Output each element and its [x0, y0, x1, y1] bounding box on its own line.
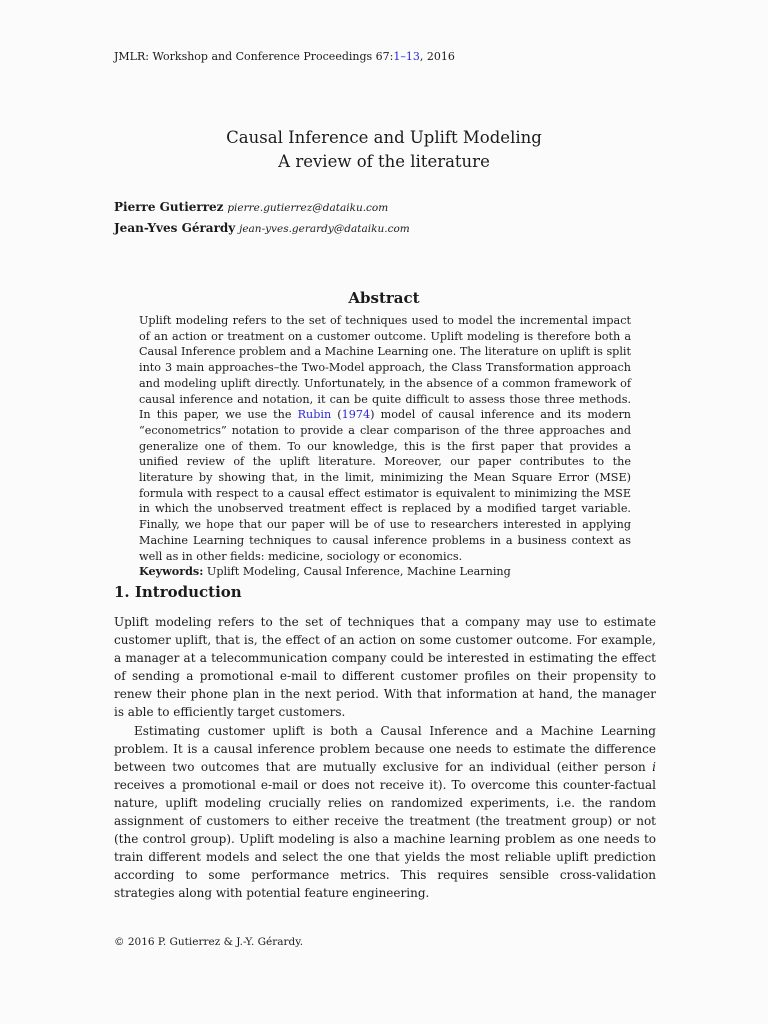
copyright-footer: © 2016 P. Gutierrez & J.-Y. Gérardy. [114, 936, 304, 948]
citation-rubin-link[interactable]: Rubin [297, 408, 332, 422]
journal-header [114, 50, 455, 63]
abstract-body [139, 313, 631, 580]
paper-title: Causal Inference and Uplift Modeling [226, 128, 542, 147]
author-name: Jean-Yves Gérardy [114, 221, 236, 235]
abstract-text-2: model of causal inference and its modern “econometrics” notation to provide a clear comparison of the three approaches and generalize one of them. To our knowledge, this is the first paper that provides a unified review of the uplift literature. Moreover, our paper contributes to the literature by showing that, in the limit, minimizing the Mean Square Error (MSE) formula with respect to a causal effect estimator is equivalent to minimizing the MSE in which the unobserved treatment effect is replaced by a modified target variable. Finally, we hope that our paper will be of use to researchers interested in applying Machine Learning techniques to causal inference problems in a business context as well as in other fields: medicine, sociology or economics. [139, 408, 632, 563]
intro-p2-text-1: Estimating customer uplift is both a Causal Inference and a Machine Learning problem. It is a causal inference problem because one needs to estimate the difference between two outcomes that are mutually exclusive for an individual (either person [114, 723, 656, 774]
journal-header-text: JMLR: Workshop and Conference Proceedings 67: [114, 50, 394, 63]
author-entry [114, 197, 410, 218]
keywords-line [139, 564, 631, 580]
abstract-heading: Abstract [348, 289, 420, 307]
citation-year-link[interactable]: 1974 [341, 408, 371, 422]
introduction-body [114, 613, 656, 903]
keywords-value: Uplift Modeling, Causal Inference, Machine Learning [206, 565, 511, 579]
author-email[interactable]: jean-yves.gerardy@dataiku.com [239, 223, 410, 235]
intro-p2-text-2: receives a promotional e-mail or does not receive it). To overcome this counter-factual nature, uplift modeling crucially relies on randomized experiments, i.e. the random assignment of customers to either receive the treatment (the treatment group) or not (the control group). Uplift modeling is also a machine learning problem as one needs to train different models and select the one that yields the most reliable uplift prediction according to some performance metrics. This requires sensible cross-validation strategies along with potential feature engineering. [114, 777, 656, 901]
keywords-label: Keywords: [139, 564, 204, 579]
author-email[interactable]: pierre.gutierrez@dataiku.com [227, 202, 389, 214]
page-range-link[interactable]: 1–13 [393, 50, 420, 63]
abstract-paragraph: Uplift modeling refers to the set of techniques used to model the incremental impact of an action or treatment on a customer outcome. Uplift modeling is therefore both a Causal Inference problem and a Machine Learning one. The literature on uplift is split into 3 main approaches–the Two-Model approach, the Class Transformation approach and modeling uplift directly. Unfortunately, in the absence of a common framework of causal inference and notation, it can be quite difficult to assess those three methods. In this paper, we use the Rubin (1974) model of causal inference and its modern “econometrics” notation to provide a clear comparison of the three approaches and generalize one of them. To our knowledge, this is the first paper that provides a unified review of the uplift literature. Moreover, our paper contributes to the literature by showing that, in the limit, minimizing the Mean Square Error (MSE) formula with respect to a causal effect estimator is equivalent to minimizing the MSE in which the unobserved treatment effect is replaced by a modified target variable. Finally, we hope that our paper will be of use to researchers interested in applying Machine Learning techniques to causal inference problems in a business context as well as in other fields: medicine, sociology or economics. [139, 314, 632, 563]
paper-subtitle: A review of the literature [278, 152, 490, 171]
journal-year: , 2016 [419, 50, 455, 63]
author-name: Pierre Gutierrez [114, 200, 224, 214]
author-list [114, 197, 410, 239]
author-entry [114, 218, 410, 239]
abstract-text-1: Uplift modeling refers to the set of techniques used to model the incremental impact of an action or treatment on a customer outcome. Uplift modeling is therefore both a Causal Inference problem and a Machine Learning one. The literature on uplift is split into 3 main approaches–the Two-Model approach, the Class Transformation approach and modeling uplift directly. Unfortunately, in the absence of a common framework of causal inference and notation, it can be quite difficult to assess those three methods. In this paper, we use the [139, 314, 631, 422]
section-heading-introduction: 1. Introduction [114, 583, 242, 601]
math-variable-i: i [652, 759, 656, 774]
intro-paragraph-2 [114, 722, 656, 903]
intro-paragraph-1: Uplift modeling refers to the set of techniques that a company may use to estimate customer uplift, that is, the effect of an action on some customer outcome. For example, a manager at a telecommunication company could be interested in estimating the effect of sending a promotional e-mail to different customer profiles on their propensity to renew their phone plan in the next period. With that information at hand, the manager is able to efficiently target customers. [114, 615, 656, 720]
